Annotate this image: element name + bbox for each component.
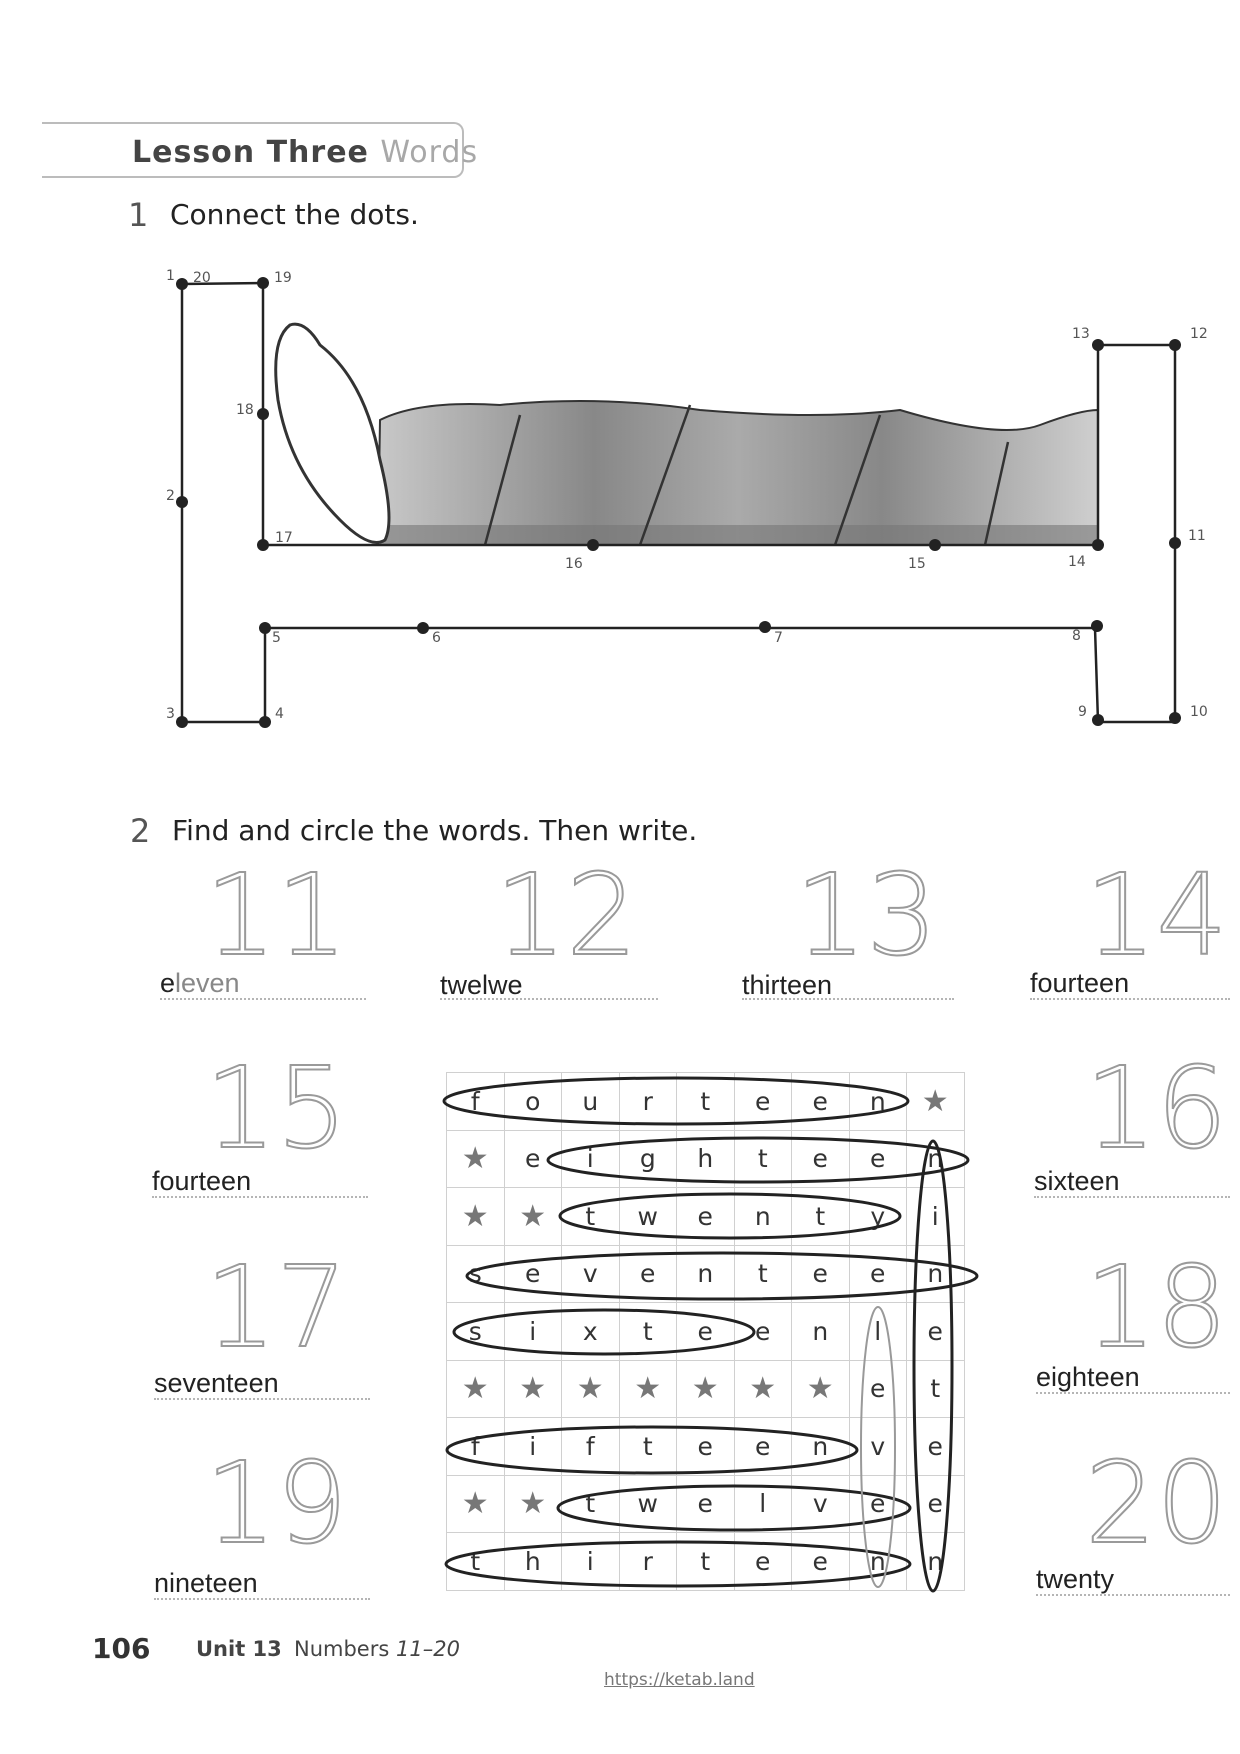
grid-row	[447, 1418, 965, 1476]
star-icon[interactable]: ★	[504, 1475, 562, 1533]
dot-label-16: 16	[565, 556, 583, 572]
dot-label-2: 2	[166, 488, 175, 504]
grid-letter[interactable]: f	[447, 1073, 505, 1131]
grid-letter[interactable]: e	[734, 1303, 792, 1361]
grid-letter[interactable]: t	[734, 1130, 792, 1188]
dot-label-6: 6	[432, 630, 441, 646]
word-search-grid	[446, 1072, 965, 1591]
star-icon[interactable]: ★	[792, 1360, 850, 1418]
dot-19	[257, 277, 269, 289]
dot-4	[259, 716, 271, 728]
grid-letter[interactable]: e	[792, 1533, 850, 1591]
grid-letter[interactable]: i	[907, 1188, 965, 1246]
grid-letter[interactable]: n	[792, 1418, 850, 1476]
dot-label-15: 15	[908, 556, 926, 572]
grid-row	[447, 1303, 965, 1361]
dot-label-20: 20	[193, 270, 211, 286]
answer-line-18	[1036, 1392, 1230, 1394]
grid-row	[447, 1073, 965, 1131]
grid-letter[interactable]: i	[504, 1418, 562, 1476]
star-icon[interactable]: ★	[447, 1188, 505, 1246]
grid-letter[interactable]: e	[849, 1245, 907, 1303]
answer-13[interactable]: thirteen	[742, 970, 833, 1000]
grid-letter[interactable]: n	[849, 1073, 907, 1131]
grid-letter[interactable]: l	[849, 1303, 907, 1361]
grid-letter[interactable]: n	[677, 1245, 735, 1303]
dot-label-8: 8	[1072, 628, 1081, 644]
star-icon[interactable]: ★	[677, 1360, 735, 1418]
dot-label-13: 13	[1072, 326, 1090, 342]
dot-9	[1092, 714, 1104, 726]
answer-11[interactable]: eleven	[160, 968, 240, 998]
exercise-2-instruction: Find and circle the words. Then write.	[172, 814, 698, 847]
grid-letter[interactable]: t	[562, 1475, 620, 1533]
grid-letter[interactable]: e	[734, 1533, 792, 1591]
grid-letter[interactable]: w	[619, 1475, 677, 1533]
dot-15	[929, 539, 941, 551]
star-icon[interactable]: ★	[504, 1360, 562, 1418]
grid-letter[interactable]: e	[849, 1475, 907, 1533]
star-icon[interactable]: ★	[562, 1360, 620, 1418]
grid-letter[interactable]: e	[619, 1245, 677, 1303]
grid-letter[interactable]: n	[849, 1533, 907, 1591]
star-icon[interactable]: ★	[734, 1360, 792, 1418]
star-icon[interactable]: ★	[447, 1475, 505, 1533]
exercise-2-number: 2	[130, 812, 151, 850]
grid-letter[interactable]: e	[504, 1245, 562, 1303]
lesson-title-main: Lesson Three	[132, 135, 369, 170]
grid-letter[interactable]: e	[792, 1245, 850, 1303]
answer-line-19	[154, 1598, 370, 1600]
grid-letter[interactable]: f	[562, 1418, 620, 1476]
dot-label-9: 9	[1078, 704, 1087, 720]
star-icon[interactable]: ★	[504, 1188, 562, 1246]
grid-row	[447, 1245, 965, 1303]
grid-letter[interactable]: e	[677, 1475, 735, 1533]
grid-letter[interactable]: v	[849, 1418, 907, 1476]
grid-letter[interactable]: i	[562, 1130, 620, 1188]
dot-12	[1169, 339, 1181, 351]
grid-letter[interactable]: n	[907, 1533, 965, 1591]
dot-label-5: 5	[272, 630, 281, 646]
dot-label-1: 1	[166, 268, 175, 284]
star-icon[interactable]: ★	[447, 1360, 505, 1418]
dot-16	[587, 539, 599, 551]
grid-letter[interactable]: s	[447, 1245, 505, 1303]
answer-20[interactable]: twenty	[1036, 1564, 1115, 1594]
grid-letter[interactable]: t	[792, 1188, 850, 1246]
grid-letter[interactable]: x	[562, 1303, 620, 1361]
grid-letter[interactable]: e	[792, 1073, 850, 1131]
dot-8	[1091, 620, 1103, 632]
dot-13	[1092, 339, 1104, 351]
dot-18	[257, 408, 269, 420]
dot-label-3: 3	[166, 706, 175, 722]
star-icon[interactable]: ★	[907, 1073, 965, 1131]
page-number: 106	[92, 1632, 151, 1665]
grid-letter[interactable]: o	[504, 1073, 562, 1131]
exercise-1-instruction: Connect the dots.	[170, 198, 419, 231]
dot-6	[417, 622, 429, 634]
grid-letter[interactable]: e	[849, 1130, 907, 1188]
grid-letter[interactable]: t	[734, 1245, 792, 1303]
answer-15[interactable]: fourteen	[152, 1166, 252, 1196]
pillow	[276, 324, 389, 542]
grid-letter[interactable]: n	[792, 1303, 850, 1361]
grid-letter[interactable]: t	[447, 1533, 505, 1591]
dot-3	[176, 716, 188, 728]
answer-line-16	[1034, 1196, 1230, 1198]
grid-letter[interactable]: g	[619, 1130, 677, 1188]
footer-url-link[interactable]: https://ketab.land	[604, 1670, 755, 1690]
connect-dots-bed-drawing	[0, 0, 1240, 780]
grid-row	[447, 1533, 965, 1591]
dot-7	[759, 621, 771, 633]
answer-line-20	[1036, 1594, 1230, 1596]
grid-letter[interactable]: n	[907, 1130, 965, 1188]
grid-letter[interactable]: v	[562, 1245, 620, 1303]
numeral-13: 13	[795, 851, 938, 981]
grid-letter[interactable]: h	[504, 1533, 562, 1591]
numeral-16: 16	[1085, 1044, 1228, 1174]
grid-letter[interactable]: t	[677, 1073, 735, 1131]
answer-line-13	[742, 998, 954, 1000]
dot-label-12: 12	[1190, 326, 1208, 342]
dot-5	[259, 622, 271, 634]
dot-label-14: 14	[1068, 554, 1086, 570]
dot-17	[257, 539, 269, 551]
answer-14[interactable]: fourteen	[1030, 968, 1130, 998]
dot-11	[1169, 537, 1181, 549]
answer-line-17	[154, 1398, 370, 1400]
grid-letter[interactable]: t	[619, 1418, 677, 1476]
grid-letter[interactable]: i	[562, 1533, 620, 1591]
dot-label-7: 7	[774, 630, 783, 646]
grid-letter[interactable]: e	[734, 1418, 792, 1476]
grid-letter[interactable]: e	[504, 1130, 562, 1188]
numeral-17: 17	[205, 1243, 348, 1373]
grid-letter[interactable]: e	[734, 1073, 792, 1131]
grid-letter[interactable]: t	[562, 1188, 620, 1246]
answer-line-11	[160, 998, 366, 1000]
grid-letter[interactable]: e	[677, 1303, 735, 1361]
dot-label-17: 17	[275, 530, 293, 546]
grid-letter[interactable]: v	[792, 1475, 850, 1533]
answer-19[interactable]: nineteen	[154, 1568, 258, 1598]
grid-letter[interactable]: h	[677, 1130, 735, 1188]
numeral-18: 18	[1085, 1243, 1228, 1373]
numeral-19: 19	[205, 1439, 348, 1569]
grid-letter[interactable]: t	[907, 1360, 965, 1418]
grid-letter[interactable]: u	[562, 1073, 620, 1131]
dot-label-11: 11	[1188, 528, 1206, 544]
grid-row	[447, 1475, 965, 1533]
grid-letter[interactable]: y	[849, 1188, 907, 1246]
exercise-1-number: 1	[128, 196, 149, 234]
grid-letter[interactable]: r	[619, 1533, 677, 1591]
numeral-15: 15	[205, 1044, 348, 1174]
dot-label-18: 18	[236, 402, 254, 418]
grid-letter[interactable]: e	[677, 1418, 735, 1476]
grid-row	[447, 1360, 965, 1418]
grid-letter[interactable]: r	[619, 1073, 677, 1131]
dot-10	[1169, 712, 1181, 724]
grid-letter[interactable]: n	[734, 1188, 792, 1246]
footer-topic: Numbers 11–20	[294, 1637, 460, 1661]
grid-letter[interactable]: w	[619, 1188, 677, 1246]
grid-letter[interactable]: f	[447, 1418, 505, 1476]
lesson-title-sub: Words	[380, 135, 479, 170]
grid-letter[interactable]: e	[907, 1303, 965, 1361]
grid-letter[interactable]: e	[677, 1188, 735, 1246]
star-icon[interactable]: ★	[619, 1360, 677, 1418]
dot-1-20	[176, 278, 188, 290]
numeral-20: 20	[1085, 1439, 1228, 1569]
dot-label-19: 19	[274, 270, 292, 286]
dot-2	[176, 496, 188, 508]
grid-letter[interactable]: e	[792, 1130, 850, 1188]
numeral-14: 14	[1085, 851, 1228, 981]
grid-letter[interactable]: i	[504, 1303, 562, 1361]
dot-label-4: 4	[275, 706, 284, 722]
answer-17[interactable]: seventeen	[154, 1368, 279, 1398]
dot-14	[1092, 539, 1104, 551]
grid-letter[interactable]: e	[907, 1475, 965, 1533]
grid-letter[interactable]: l	[734, 1475, 792, 1533]
grid-row	[447, 1130, 965, 1188]
grid-letter[interactable]: e	[849, 1360, 907, 1418]
grid-letter[interactable]: s	[447, 1303, 505, 1361]
answer-12[interactable]: twelwe	[440, 970, 523, 1000]
dot-label-10: 10	[1190, 704, 1208, 720]
footer-unit: Unit 13	[196, 1637, 282, 1661]
grid-letter[interactable]: t	[677, 1533, 735, 1591]
answer-line-14	[1030, 998, 1230, 1000]
answer-18[interactable]: eighteen	[1036, 1362, 1140, 1392]
answer-line-15	[152, 1196, 368, 1198]
grid-letter[interactable]: e	[907, 1418, 965, 1476]
grid-row	[447, 1188, 965, 1246]
numeral-12: 12	[495, 851, 638, 981]
answer-16[interactable]: sixteen	[1034, 1166, 1120, 1196]
star-icon[interactable]: ★	[447, 1130, 505, 1188]
answer-line-12	[440, 998, 658, 1000]
grid-letter[interactable]: n	[907, 1245, 965, 1303]
grid-letter[interactable]: t	[619, 1303, 677, 1361]
numeral-11: 11	[205, 851, 348, 981]
